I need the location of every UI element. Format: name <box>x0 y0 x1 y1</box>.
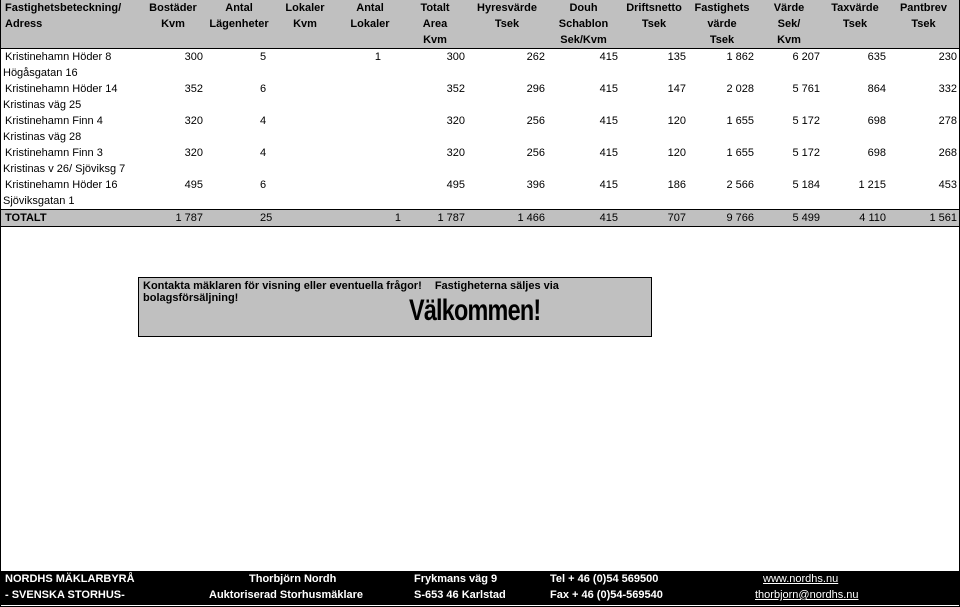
header-cell: Bostäder <box>141 0 205 16</box>
header-cell: Lägenheter <box>205 16 273 32</box>
header-cell: Totalt <box>403 0 467 16</box>
email-link[interactable]: thorbjorn@nordhs.nu <box>755 589 859 601</box>
header-cell <box>205 32 273 49</box>
table-cell <box>337 145 403 161</box>
header-cell: Sek/ <box>756 16 822 32</box>
broker-name: Thorbjörn Nordh <box>249 573 337 585</box>
table-row <box>1 177 959 193</box>
table-cell: 2 028 <box>726 83 754 95</box>
header-cell: Schablon <box>547 16 620 32</box>
header-cell <box>888 32 959 49</box>
header-cell: Pantbrev <box>888 0 959 16</box>
table-cell: 1 655 <box>726 147 754 159</box>
header-cell <box>337 32 403 49</box>
address-row <box>1 193 959 210</box>
table-cell <box>273 177 337 193</box>
header-cell: Kvm <box>756 32 822 49</box>
total-row <box>1 210 959 227</box>
phone-number: Tel + 46 (0)54 569500 <box>550 573 659 585</box>
table-cell: 1 215 <box>858 179 886 191</box>
table-cell: 698 <box>867 115 886 127</box>
website-link[interactable]: www.nordhs.nu <box>763 573 839 585</box>
broker-title: Auktoriserad Storhusmäklare <box>209 589 364 601</box>
table-cell: 268 <box>938 147 957 159</box>
table-cell: 186 <box>667 179 686 191</box>
total-cell: 1 561 <box>888 210 959 227</box>
table-cell: 5 172 <box>792 115 820 127</box>
header-cell: Hyresvärde <box>467 0 547 16</box>
table-cell: 415 <box>599 147 618 159</box>
table-cell: 300 <box>446 51 465 63</box>
header-cell: Antal <box>337 0 403 16</box>
street-address: Frykmans väg 9 <box>414 573 498 585</box>
table-cell <box>337 113 403 129</box>
table-cell: 5 172 <box>792 147 820 159</box>
table-cell: 415 <box>599 115 618 127</box>
table-cell: 320 <box>184 115 203 127</box>
table-cell: 1 <box>374 51 381 63</box>
property-name: Kristinehamn Höder 16 <box>5 179 118 191</box>
header-cell: Värde <box>756 0 822 16</box>
header-cell: Tsek <box>467 16 547 32</box>
table-row <box>1 49 959 66</box>
property-name: Kristinehamn Finn 3 <box>5 147 103 159</box>
city-address: S-653 46 Karlstad <box>414 589 506 601</box>
total-cell: 1 787 <box>403 210 467 227</box>
table-cell: 6 <box>260 179 267 191</box>
header-cell: Antal <box>205 0 273 16</box>
header-cell: Fastighets <box>688 0 756 16</box>
address-row <box>1 97 959 113</box>
table-cell: 6 <box>260 83 267 95</box>
header-cell: Adress <box>1 16 141 32</box>
total-cell: 5 499 <box>756 210 822 227</box>
property-address: Kristinas v 26/ Sjöviksg 7 <box>3 163 126 175</box>
total-cell <box>273 210 337 227</box>
table-cell: 352 <box>446 83 465 95</box>
table-cell: 120 <box>667 115 686 127</box>
table-row <box>1 145 959 161</box>
header-cell: Tsek <box>888 16 959 32</box>
contact-line <box>143 280 651 304</box>
header-cell: Tsek <box>822 16 888 32</box>
header-cell <box>273 32 337 49</box>
table-cell: 320 <box>446 147 465 159</box>
header-row <box>1 32 959 49</box>
table-cell: 320 <box>446 115 465 127</box>
table-cell: 135 <box>667 51 686 63</box>
table-cell <box>273 81 337 97</box>
table-cell: 2 566 <box>726 179 754 191</box>
header-row <box>1 0 959 16</box>
table-cell: 352 <box>184 83 203 95</box>
header-cell: Area <box>403 16 467 32</box>
header-cell: Douh <box>547 0 620 16</box>
header-cell <box>1 32 141 49</box>
property-address: Sjöviksgatan 1 <box>3 195 75 207</box>
table-cell: 864 <box>867 83 886 95</box>
total-cell: 9 766 <box>688 210 756 227</box>
table-cell: 320 <box>184 147 203 159</box>
property-name: Kristinehamn Höder 14 <box>5 83 118 95</box>
table-cell: 256 <box>526 147 545 159</box>
footer-row-2 <box>1 589 959 605</box>
total-cell: 415 <box>547 210 620 227</box>
table-cell: 635 <box>867 51 886 63</box>
header-cell: Tsek <box>688 32 756 49</box>
table-cell: 230 <box>938 51 957 63</box>
property-address: Kristinas väg 25 <box>3 99 82 111</box>
table-cell: 296 <box>526 83 545 95</box>
table-cell: 1 862 <box>726 51 754 63</box>
total-cell: 25 <box>205 210 273 227</box>
table-cell: 415 <box>599 51 618 63</box>
address-row <box>1 161 959 177</box>
table-cell: 6 207 <box>792 51 820 63</box>
property-address: Kristinas väg 28 <box>3 131 82 143</box>
header-cell: Tsek <box>620 16 688 32</box>
table-cell: 495 <box>446 179 465 191</box>
property-name: Kristinehamn Höder 8 <box>5 51 112 63</box>
table-row <box>1 81 959 97</box>
contact-text: Kontakta mäklaren för visning eller eventuella frågor! <box>143 280 422 292</box>
property-address: Högåsgatan 16 <box>3 67 78 79</box>
total-cell: 707 <box>620 210 688 227</box>
header-cell <box>822 32 888 49</box>
table-cell <box>273 49 337 66</box>
table-row <box>1 113 959 129</box>
table-cell: 278 <box>938 115 957 127</box>
header-cell: Fastighetsbeteckning/ <box>1 0 141 16</box>
total-cell: 1 787 <box>141 210 205 227</box>
table-cell <box>337 81 403 97</box>
property-name: Kristinehamn Finn 4 <box>5 115 103 127</box>
address-row <box>1 129 959 145</box>
header-cell: Lokaler <box>337 16 403 32</box>
table-cell: 4 <box>260 115 267 127</box>
table-cell: 5 184 <box>792 179 820 191</box>
header-cell <box>467 32 547 49</box>
header-cell <box>141 32 205 49</box>
header-cell: Sek/Kvm <box>547 32 620 49</box>
table-cell: 300 <box>184 51 203 63</box>
footer <box>1 571 959 605</box>
contact-box <box>138 277 652 337</box>
table-cell <box>273 113 337 129</box>
table-cell: 1 655 <box>726 115 754 127</box>
header-row <box>1 16 959 32</box>
table-cell: 120 <box>667 147 686 159</box>
fax-number: Fax + 46 (0)54-569540 <box>550 589 663 601</box>
header-cell: Kvm <box>273 16 337 32</box>
address-row <box>1 65 959 81</box>
header-cell: Driftsnetto <box>620 0 688 16</box>
table-cell: 4 <box>260 147 267 159</box>
header-cell: Lokaler <box>273 0 337 16</box>
table-cell: 415 <box>599 83 618 95</box>
table-cell: 5 761 <box>792 83 820 95</box>
property-table <box>1 0 959 227</box>
table-cell: 256 <box>526 115 545 127</box>
table-cell: 453 <box>938 179 957 191</box>
table-cell <box>337 177 403 193</box>
company-subtitle: - SVENSKA STORHUS- <box>5 589 125 601</box>
table-cell: 698 <box>867 147 886 159</box>
welcome-heading: Välkommen! <box>409 294 541 327</box>
header-cell: värde <box>688 16 756 32</box>
table-cell: 396 <box>526 179 545 191</box>
total-cell: 1 466 <box>467 210 547 227</box>
table-cell: 147 <box>667 83 686 95</box>
footer-row-1 <box>1 573 959 589</box>
table-cell: 262 <box>526 51 545 63</box>
total-label: TOTALT <box>1 210 141 227</box>
header-cell <box>620 32 688 49</box>
header-cell: Kvm <box>403 32 467 49</box>
table-cell <box>273 145 337 161</box>
company-name: NORDHS MÄKLARBYRÅ <box>5 573 135 585</box>
total-cell: 1 <box>337 210 403 227</box>
sale-text: Fastigheterna säljes via bolagsförsäljning! <box>143 280 559 304</box>
table-cell: 332 <box>938 83 957 95</box>
header-cell: Kvm <box>141 16 205 32</box>
table-cell: 415 <box>599 179 618 191</box>
table-cell: 5 <box>260 51 267 63</box>
header-cell: Taxvärde <box>822 0 888 16</box>
total-cell: 4 110 <box>822 210 888 227</box>
table-cell: 495 <box>184 179 203 191</box>
